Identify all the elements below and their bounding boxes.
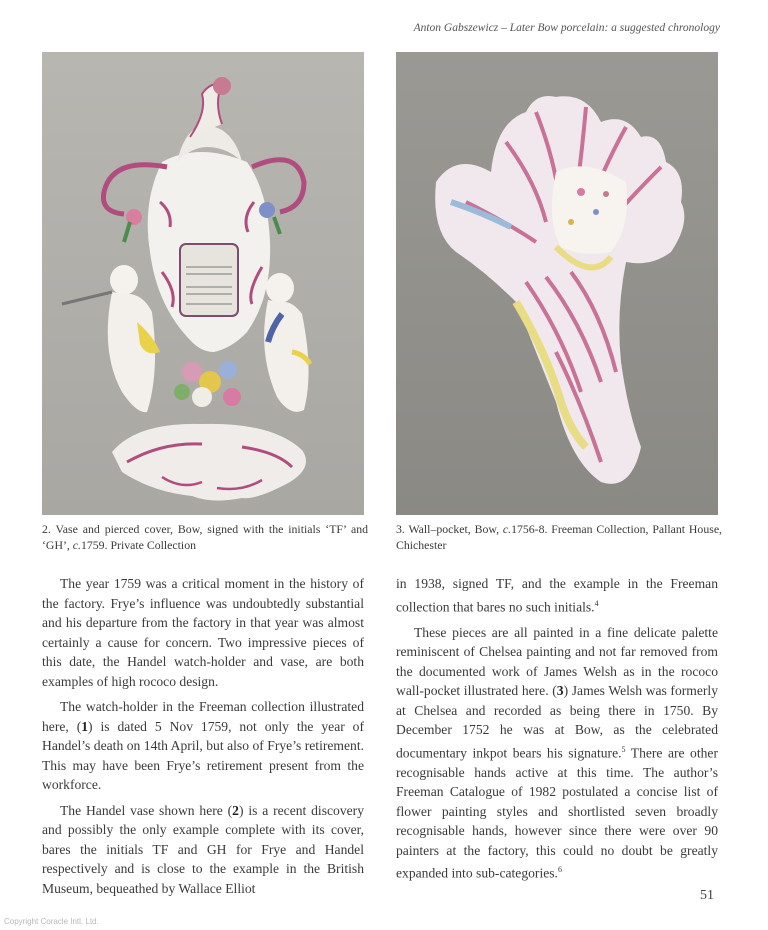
running-header: Anton Gabszewicz – Later Bow porcelain: a suggested chronology: [413, 22, 720, 34]
copyright-watermark: Copyright Coracle Intl. Ltd.: [4, 917, 99, 926]
figure-2-vase-photo: [42, 52, 364, 515]
paragraph: These pieces are all painted in a fine delicate palette reminiscent of Chelsea painting and not far removed from the documented work of James Welsh as in the rococo wall-pocket illustrated here. (3) James Welsh was formerly at Chelsea and recorded as being there in 1750. By December 1752 he was at Bow, as the celebrated documentary inkpot bears his signature.$^5$ There are other recognisable hands active at this time. The author’s Freeman Catalogue of 1982 postulated a concise list of flower painting styles and shortlisted seven broadly recognisable hands, however since there were over 90 painters at the factory, this could no doubt be greatly expanded into sub-categories.$^6$: [396, 624, 718, 881]
figure-3-caption: 3. Wall–pocket, Bow, c.1756-8. Freeman Collection, Pallant House, Chichester: [396, 522, 723, 552]
paragraph: The watch-holder in the Freeman collection illustrated here, (1) is dated 5 Nov 1759, not only the year of Handel’s death on 14th April, but also of Frye’s retirement. This may have been Frye’s retirement present from the workforce.: [42, 699, 364, 792]
figure-2-caption: 2. Vase and pierced cover, Bow, signed with the initials ‘TF’ and ‘GH’, c.1759. Private Collection: [42, 522, 368, 552]
page-number: 51: [700, 888, 714, 903]
vase-illustration: [42, 52, 364, 515]
paragraph: The year 1759 was a critical moment in the history of the factory. Frye’s influence was undoubtedly substantial and his departure from the factory in that year was almost certainly a cause for concern. Two impressive pieces of this date, the Handel watch-holder and vase, are both examples of high rococo design.: [42, 576, 364, 689]
wall-pocket-illustration: [396, 52, 718, 515]
body-column-left: [42, 574, 364, 904]
paragraph: The Handel vase shown here (2) is a recent discovery and possibly the only example complete with its cover, bares the initials TF and GH for Frye and Handel respectively and is close to the example in the British Museum, bequeathed by Wallace Elliot: [42, 802, 364, 896]
paragraph: in 1938, signed TF, and the example in the Freeman collection that bares no such initials.$^4$: [396, 576, 718, 615]
body-column-right: [396, 574, 718, 889]
figure-3-wall-pocket-photo: [396, 52, 718, 515]
